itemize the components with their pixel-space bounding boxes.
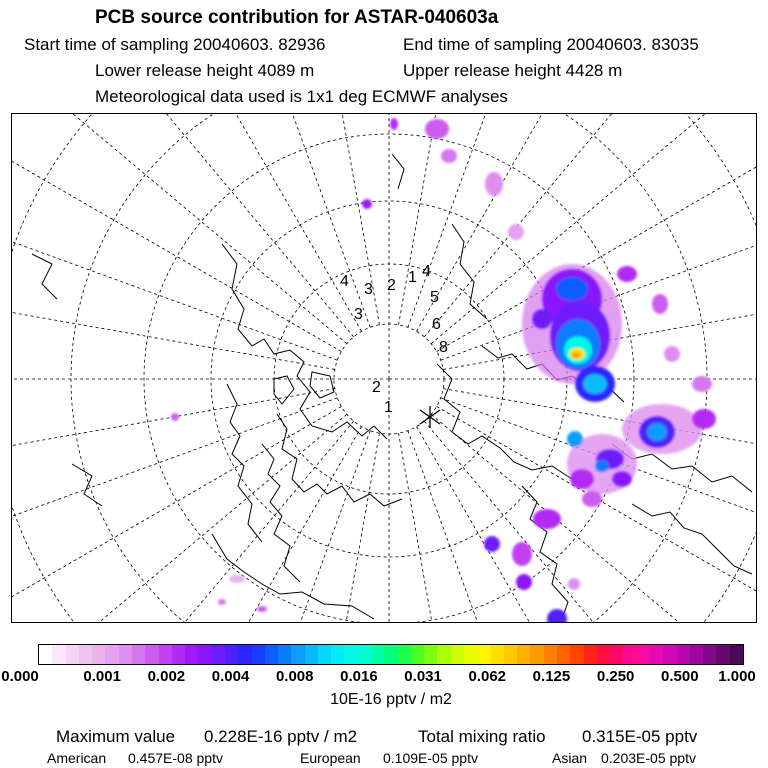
map-number-label: 6 [432, 316, 441, 333]
plume-cell [533, 509, 561, 529]
colorbar-segment [172, 645, 185, 664]
total-mixing-value: 0.315E-05 pptv [582, 727, 698, 746]
plume-cell [664, 346, 680, 362]
colorbar-segment [252, 645, 265, 664]
colorbar-segment [132, 645, 145, 664]
plume-cell [362, 199, 372, 209]
coastline [72, 464, 102, 506]
end-time-label: End time of sampling 20040603. 83035 [403, 35, 699, 54]
colorbar-segment [344, 645, 357, 664]
colorbar-segment [637, 645, 650, 664]
plume-cell [441, 149, 457, 163]
colorbar-segment [464, 645, 477, 664]
map-number-label: 2 [372, 379, 381, 396]
colorbar-segment [663, 645, 676, 664]
plume-cell [229, 575, 245, 583]
meridian-line [12, 114, 337, 360]
colorbar-tick-label: 0.062 [468, 668, 507, 685]
colorbar-tick-label: 0.500 [661, 668, 699, 685]
map-number-label: 4 [422, 263, 431, 280]
polar-map [11, 113, 757, 623]
colorbar-segment [544, 645, 557, 664]
colorbar-segment [52, 645, 65, 664]
colorbar-tick-label: 0.004 [211, 668, 250, 685]
map-labels [340, 263, 448, 416]
coastline [632, 504, 752, 574]
colorbar-segment [690, 645, 703, 664]
plume-cell [583, 374, 607, 394]
colorbar-segment [358, 645, 371, 664]
colorbar-segment [331, 645, 344, 664]
colorbar-unit-label: 10E-16 pptv / m2 [330, 691, 452, 708]
coastline [227, 384, 262, 542]
colorbar-segment [437, 645, 450, 664]
coastline [274, 376, 294, 404]
meridian-line [12, 114, 347, 344]
max-value: 0.228E-16 pptv / m2 [204, 727, 358, 746]
colorbar-segment [238, 645, 251, 664]
colorbar-segment [278, 645, 291, 664]
meridian-line [441, 398, 757, 623]
colorbar-segment [411, 645, 424, 664]
map-number-label: 2 [387, 277, 396, 294]
coastline [437, 364, 572, 479]
colorbar-segment [517, 645, 530, 664]
coastline [277, 414, 402, 506]
colorbar-segment [66, 645, 79, 664]
plume-cell [257, 606, 267, 612]
meridian-line [12, 414, 347, 623]
asian-label: Asian [552, 750, 588, 766]
colorbar-tick-label: 0.250 [596, 668, 635, 685]
start-time-label: Start time of sampling 20040603. 82936 [24, 35, 326, 54]
colorbar-segment [119, 645, 132, 664]
plume-cell [390, 118, 398, 130]
plume-cell [425, 119, 449, 139]
colorbar-segment [504, 645, 517, 664]
colorbar-segment [318, 645, 331, 664]
plume-cell [692, 409, 716, 429]
plume-cell [652, 294, 668, 314]
plume-cell [516, 574, 532, 590]
plume-cell [171, 413, 179, 421]
meridian-line [12, 114, 354, 337]
meridian-line [12, 407, 341, 624]
meridian-line [12, 114, 362, 331]
coastline [392, 154, 404, 189]
colorbar-segment [212, 645, 225, 664]
map-number-label: 1 [384, 399, 393, 416]
plume-cell [508, 224, 524, 240]
meridian-line [12, 223, 335, 370]
release-site-marker [420, 406, 440, 428]
plume-cell [692, 376, 712, 392]
colorbar-segment [451, 645, 464, 664]
colorbar-segment [265, 645, 278, 664]
colorbar-segment [145, 645, 158, 664]
coastline [222, 244, 387, 439]
colorbar-tick-label: 0.000 [1, 668, 39, 685]
coastline [262, 444, 300, 582]
colorbar-segment [650, 645, 663, 664]
plume-cell [595, 460, 609, 472]
colorbar-segment [716, 645, 729, 664]
total-mixing-label: Total mixing ratio [418, 727, 546, 746]
colorbar-segment [610, 645, 623, 664]
plume-cell [512, 542, 532, 566]
colorbar-segment [703, 645, 716, 664]
upper-height-label: Upper release height 4428 m [403, 61, 623, 80]
plume-cell [570, 469, 594, 489]
colorbar-segment [384, 645, 397, 664]
meridian-line [12, 398, 337, 623]
meridian-line [12, 427, 362, 623]
plume-cell [485, 172, 503, 196]
colorbar-segment [371, 645, 384, 664]
meridian-line [12, 114, 341, 352]
colorbar-segment [291, 645, 304, 664]
plume-cell [582, 491, 602, 507]
plume-cell [572, 352, 580, 358]
colorbar-segment [623, 645, 636, 664]
colorbar-segment [477, 645, 490, 664]
coastline [310, 372, 334, 398]
max-value-label: Maximum value [56, 727, 176, 746]
met-data-label: Meteorological data used is 1x1 deg ECMWF analyses [95, 87, 508, 106]
colorbar-tick-label: 0.016 [340, 668, 378, 685]
colorbar-segment [570, 645, 583, 664]
plume-cell [556, 277, 588, 301]
colorbar-segment [597, 645, 610, 664]
colorbar-tick-label: 0.031 [404, 668, 442, 685]
coastline [32, 254, 57, 299]
plume-cell [568, 578, 580, 590]
latitude-circles [12, 114, 757, 623]
colorbar-tick-label: 0.002 [147, 668, 186, 685]
map-number-label: 8 [439, 339, 448, 356]
colorbar-tick-label: 0.008 [275, 668, 314, 685]
american-label: American [47, 750, 107, 766]
colorbar-segment [677, 645, 690, 664]
colorbar-tick-label: 0.001 [83, 668, 121, 685]
colorbar [38, 644, 744, 665]
plume-cell [647, 423, 667, 441]
colorbar-segment [92, 645, 105, 664]
plume-cell [532, 309, 552, 329]
plume-cell [612, 471, 632, 487]
colorbar-tick-label: 0.125 [532, 668, 571, 685]
map-number-label: 4 [340, 273, 349, 290]
colorbar-tick-label: 1.000 [718, 668, 756, 685]
plume-cell [567, 431, 583, 447]
colorbar-segment [305, 645, 318, 664]
meridian-line [81, 114, 370, 327]
coastline [452, 224, 487, 319]
map-number-label: 3 [354, 306, 363, 323]
map-number-label: 3 [364, 281, 373, 298]
colorbar-segment [39, 645, 52, 664]
plot-title: PCB source contribution for ASTAR-040603a [95, 7, 499, 28]
colorbar-segment [424, 645, 437, 664]
european-label: European [300, 750, 361, 766]
plume-cell [484, 536, 500, 552]
map-number-label: 1 [408, 269, 417, 286]
map-svg [12, 114, 757, 623]
meridian-line [399, 433, 546, 623]
colorbar-segment [557, 645, 570, 664]
colorbar-segment [185, 645, 198, 664]
colorbar-segment [730, 645, 743, 664]
coastlines [32, 154, 752, 619]
colorbar-segment [584, 645, 597, 664]
meridian-line [81, 431, 370, 623]
map-number-label: 5 [430, 289, 439, 306]
colorbar-segment [198, 645, 211, 664]
colorbar-segment [398, 645, 411, 664]
american-value: 0.457E-08 pptv [128, 750, 223, 766]
colorbar-segment [79, 645, 92, 664]
colorbar-segment [530, 645, 543, 664]
meridian-line [12, 389, 335, 536]
plume-cell [547, 609, 567, 623]
lower-height-label: Lower release height 4089 m [95, 61, 315, 80]
colorbar-segment [105, 645, 118, 664]
plume-cell [617, 266, 637, 282]
colorbar-segment [491, 645, 504, 664]
asian-value: 0.203E-05 pptv [601, 750, 696, 766]
colorbar-segment [225, 645, 238, 664]
european-value: 0.109E-05 pptv [383, 750, 478, 766]
plume-cell [218, 599, 226, 605]
colorbar-segment [159, 645, 172, 664]
